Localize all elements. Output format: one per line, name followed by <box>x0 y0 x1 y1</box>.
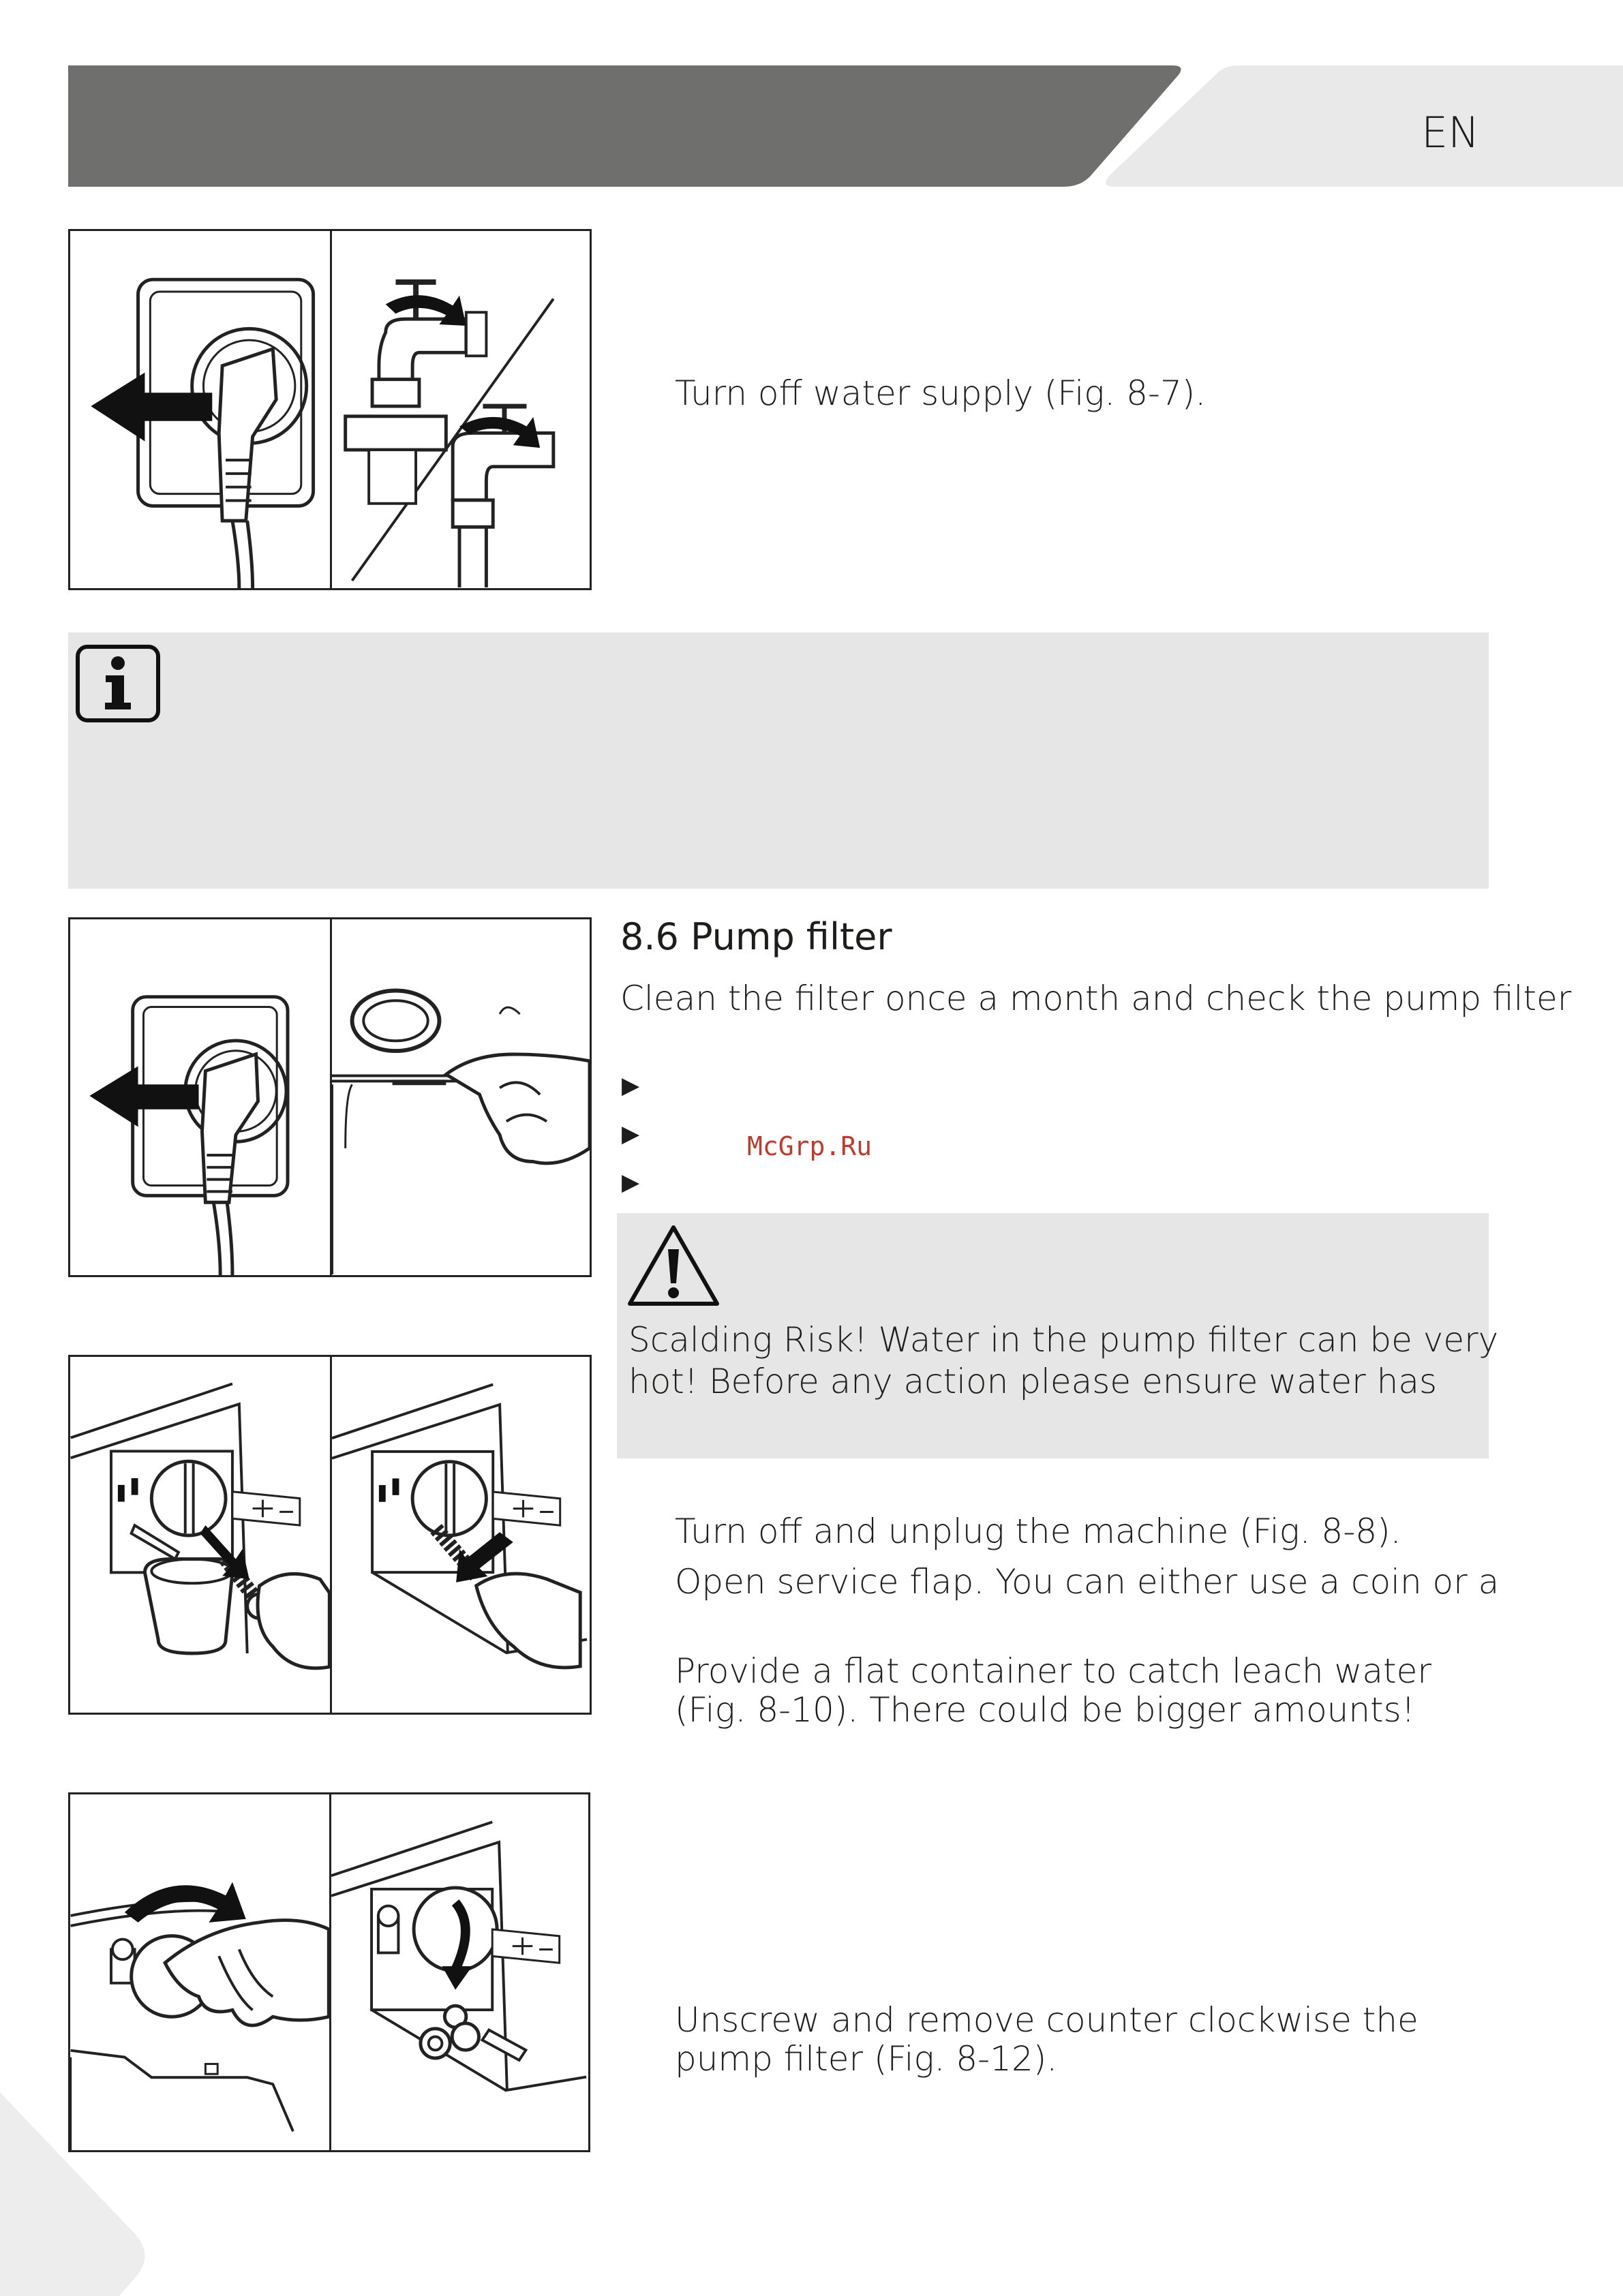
instruction-container-2: (Fig. 8-10). There could be bigger amounts! <box>675 1690 1415 1730</box>
info-icon <box>75 644 161 723</box>
figure-unplug-service-flap <box>68 917 592 1277</box>
language-label: EN <box>1421 108 1480 157</box>
section-title: 8.6 Pump filter <box>620 915 892 958</box>
page-corner-decoration <box>0 2092 157 2296</box>
instruction-container-1: Provide a flat container to catch leach water <box>675 1651 1431 1691</box>
figure-container-drain <box>68 1355 592 1715</box>
service-flap-illustration <box>330 919 590 1275</box>
drain-container-illustration <box>70 1357 330 1713</box>
instruction-unscrew-2: pump filter (Fig. 8-12). <box>675 2039 1058 2079</box>
section-intro: Clean the filter once a month and check the pump filter <box>620 979 1572 1018</box>
filter-access-illustration <box>330 1357 590 1713</box>
instruction-unplug: Turn off and unplug the machine (Fig. 8-8). <box>675 1512 1401 1551</box>
bullet-arrow-icon: ▶ <box>622 1169 640 1196</box>
figure-unplug-water-supply <box>68 229 592 590</box>
warning-icon <box>626 1223 721 1308</box>
warning-line-2: hot! Before any action please ensure water has <box>628 1362 1438 1401</box>
header-bar <box>68 65 1186 188</box>
bullet-arrow-icon: ▶ <box>622 1120 640 1148</box>
info-box <box>68 632 1489 889</box>
water-tap-illustration <box>330 231 590 588</box>
instruction-open-flap: Open service flap. You can either use a coin or a <box>675 1562 1500 1602</box>
instruction-unscrew-1: Unscrew and remove counter clockwise the <box>675 2000 1419 2040</box>
watermark: McGrp.Ru <box>747 1131 873 1161</box>
warning-line-1: Scalding Risk! Water in the pump filter can be very <box>628 1320 1499 1360</box>
unplug-illustration-2 <box>70 919 330 1275</box>
removed-filter-illustration <box>329 1794 588 2150</box>
bullet-arrow-icon: ▶ <box>622 1072 640 1099</box>
header-tab <box>1101 65 1623 188</box>
unplug-illustration <box>70 231 330 588</box>
step-water-supply: Turn off water supply (Fig. 8-7). <box>675 373 1207 413</box>
